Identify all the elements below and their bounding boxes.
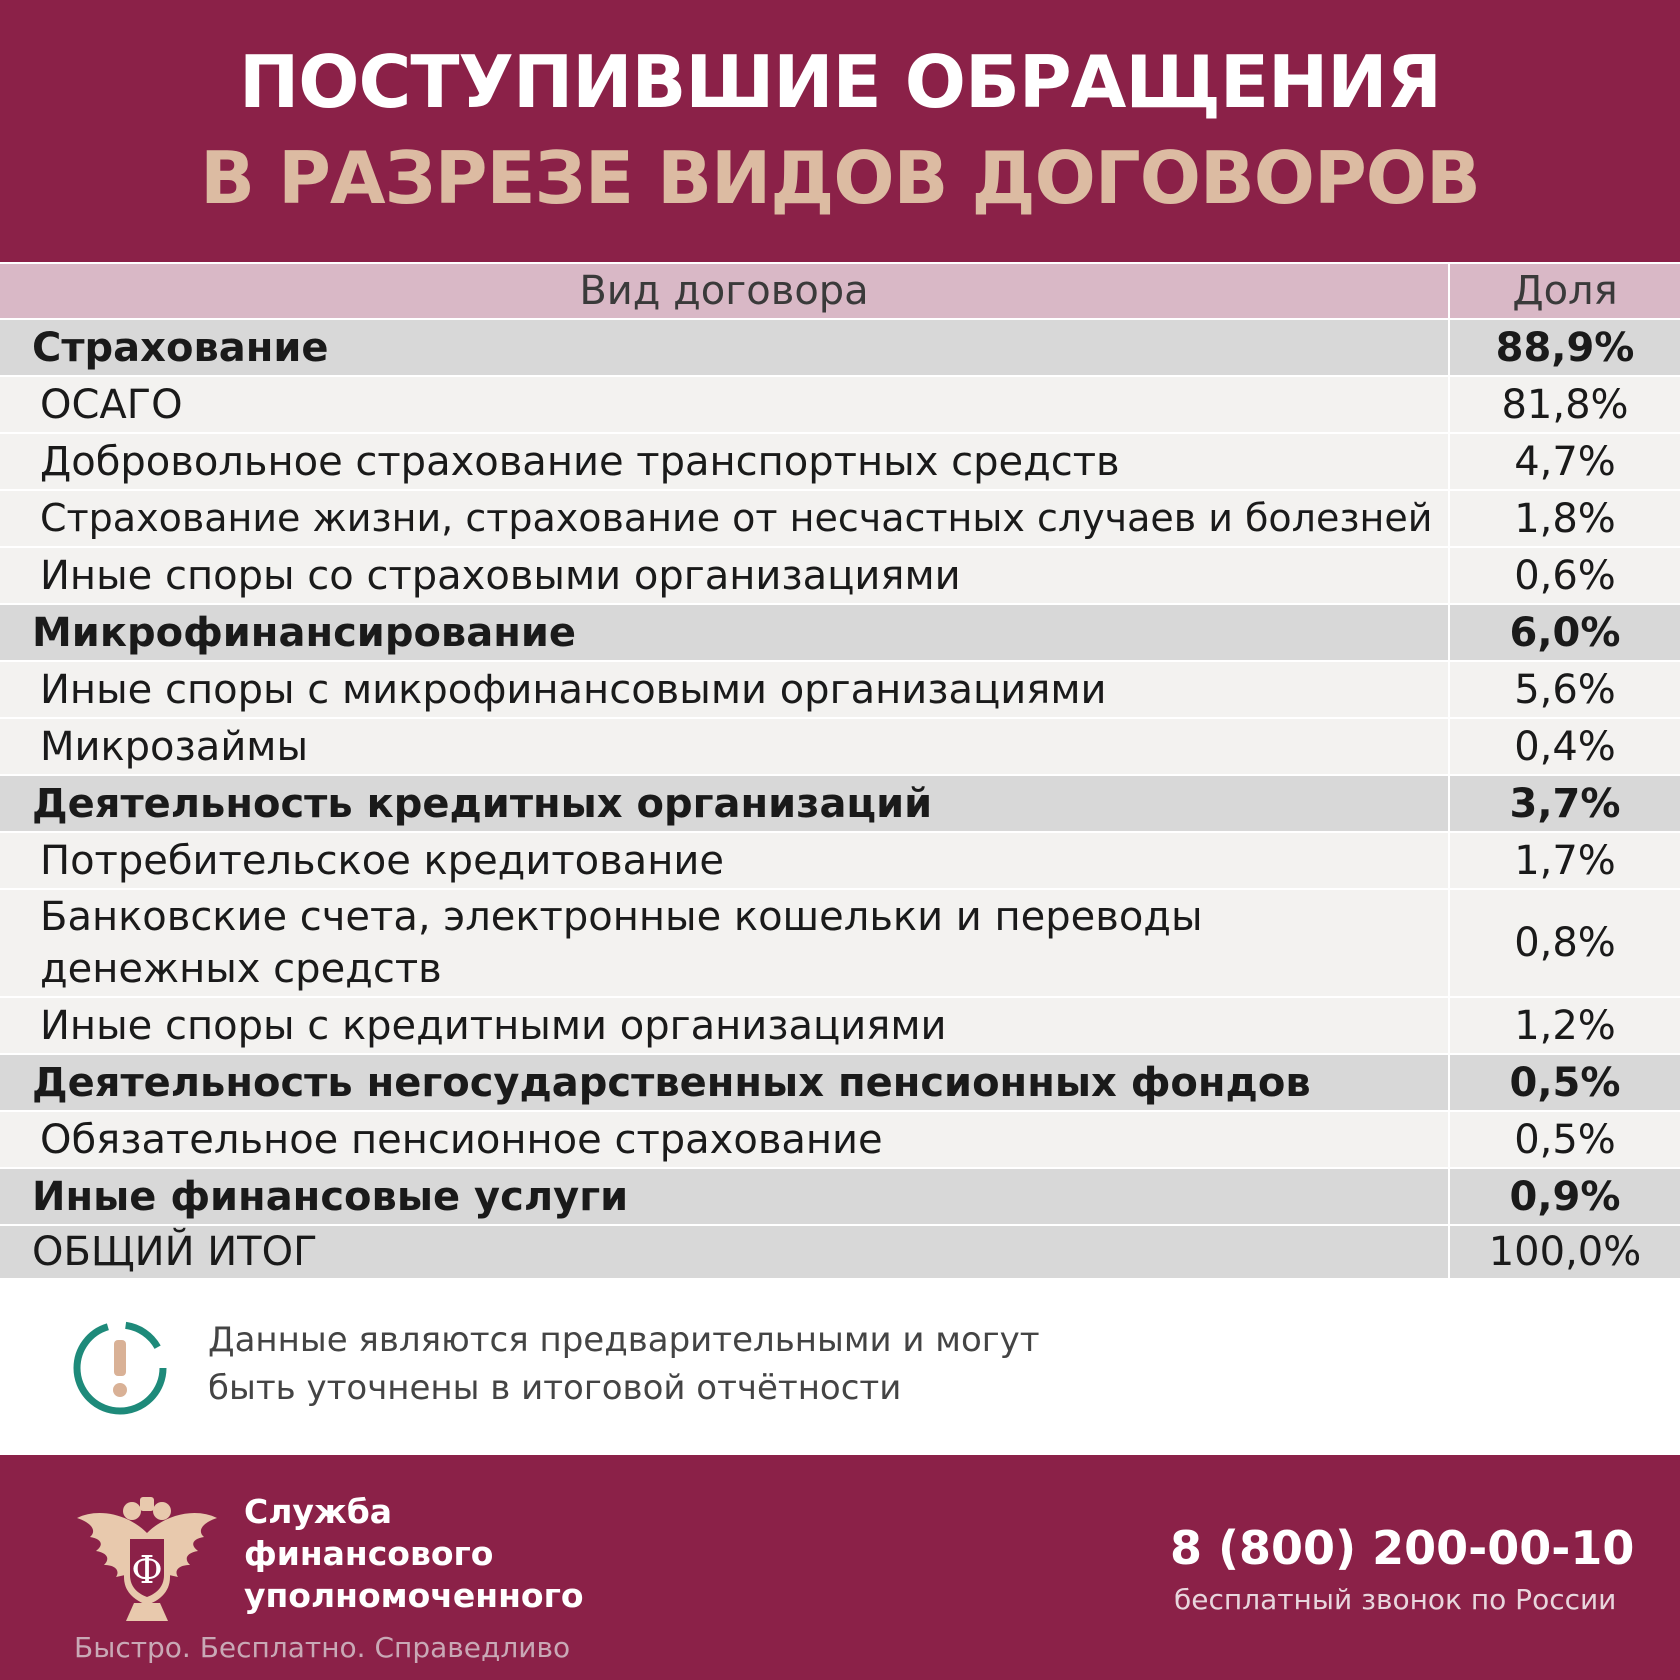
page-subtitle: В РАЗРЕЗЕ ВИДОВ ДОГОВОРОВ — [200, 136, 1480, 220]
table-row — [0, 998, 1680, 1055]
row-name: Микрофинансирование — [0, 605, 1450, 660]
disclaimer-line-1: Данные являются предварительными и могут — [208, 1320, 1040, 1360]
row-name: Банковские счета, электронные кошельки и переводы денежных средств — [0, 890, 1450, 996]
table-row — [0, 605, 1680, 662]
disclaimer-note — [0, 1276, 1680, 1456]
table-row — [0, 833, 1680, 890]
row-name: Обязательное пенсионное страхование — [0, 1112, 1450, 1167]
row-share: 81,8% — [1501, 381, 1629, 428]
eagle-emblem-icon — [72, 1493, 222, 1623]
row-share: 0,4% — [1514, 723, 1616, 770]
org-name-line-1: Служба — [244, 1492, 393, 1531]
row-share: 0,8% — [1514, 920, 1616, 966]
row-name: Добровольное страхование транспортных средств — [0, 434, 1450, 489]
phone-number[interactable]: 8 (800) 200-00-10 — [1170, 1521, 1635, 1575]
table-header-row — [0, 264, 1680, 320]
row-share: 1,2% — [1514, 1002, 1616, 1049]
exclamation-circle-icon — [70, 1318, 170, 1418]
disclaimer-line-2: быть уточнены в итоговой отчётности — [208, 1368, 902, 1408]
page-header — [0, 0, 1680, 262]
row-share: 88,9% — [1495, 324, 1635, 371]
row-share: 4,7% — [1514, 438, 1616, 485]
table-row — [0, 491, 1680, 548]
row-share: 1,7% — [1514, 837, 1616, 884]
table-row — [0, 1112, 1680, 1169]
row-share: 0,5% — [1514, 1116, 1616, 1163]
disclaimer-text — [208, 1316, 1208, 1412]
table-row — [0, 320, 1680, 377]
row-name: Иные споры со страховыми организациями — [0, 548, 1450, 603]
table-row — [0, 662, 1680, 719]
row-share: 0,6% — [1514, 552, 1616, 599]
page-title: ПОСТУПИВШИЕ ОБРАЩЕНИЯ — [239, 40, 1441, 124]
column-header-share: Доля — [1512, 268, 1618, 314]
table-row — [0, 548, 1680, 605]
table-row — [0, 890, 1680, 998]
table-row — [0, 434, 1680, 491]
row-name: Иные споры с кредитными организациями — [0, 998, 1450, 1053]
table-row — [0, 1169, 1680, 1226]
row-share: 0,5% — [1509, 1059, 1621, 1106]
org-name-line-3: уполномоченного — [244, 1576, 584, 1615]
row-name: Страхование жизни, страхование от несчастных случаев и болезней — [0, 491, 1450, 546]
table-row — [0, 776, 1680, 833]
row-name: Иные споры с микрофинансовыми организациями — [0, 662, 1450, 717]
row-name: ОБЩИЙ ИТОГ — [0, 1226, 1450, 1278]
row-share: 0,9% — [1509, 1173, 1621, 1220]
row-share: 3,7% — [1509, 780, 1621, 827]
table-row — [0, 719, 1680, 776]
row-name: Деятельность кредитных организаций — [0, 776, 1450, 831]
row-share: 6,0% — [1509, 609, 1621, 656]
row-share: 5,6% — [1514, 666, 1616, 713]
svg-text:Ф: Ф — [131, 1548, 163, 1592]
contracts-table — [0, 264, 1680, 1280]
table-total-row — [0, 1226, 1680, 1280]
column-header-contract-type: Вид договора — [0, 264, 1450, 318]
row-name: ОСАГО — [0, 377, 1450, 432]
row-name: Деятельность негосударственных пенсионных фондов — [0, 1055, 1450, 1110]
table-row — [0, 377, 1680, 434]
slogan: Быстро. Бесплатно. Справедливо — [74, 1631, 571, 1664]
row-name: Страхование — [0, 320, 1450, 375]
page-footer — [0, 1455, 1680, 1680]
row-name: Микрозаймы — [0, 719, 1450, 774]
row-share: 1,8% — [1514, 495, 1616, 542]
row-name: Иные финансовые услуги — [0, 1169, 1450, 1224]
org-name-line-2: финансового — [244, 1534, 494, 1573]
row-name: Потребительское кредитование — [0, 833, 1450, 888]
table-row — [0, 1055, 1680, 1112]
organization-name — [244, 1491, 604, 1617]
row-share: 100,0% — [1488, 1229, 1642, 1275]
phone-note: бесплатный звонок по России — [1174, 1583, 1617, 1616]
